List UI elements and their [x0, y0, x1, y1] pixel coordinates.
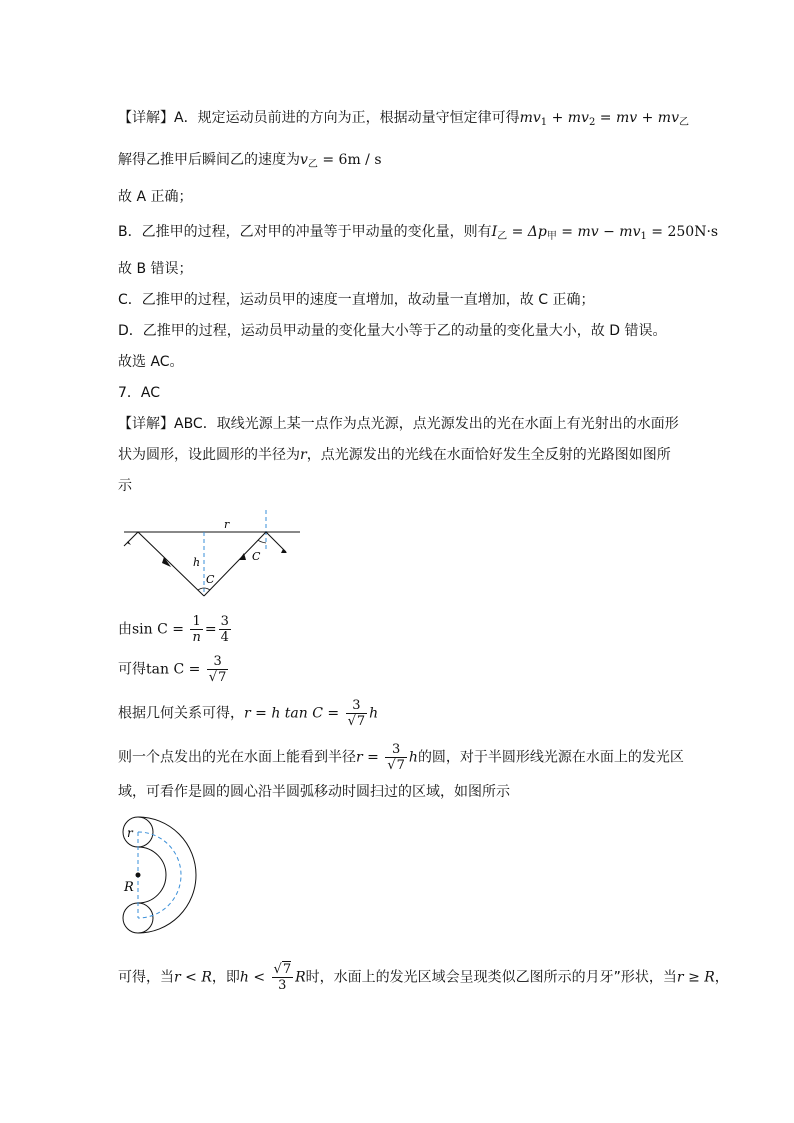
ray-left — [124, 532, 204, 596]
crescent-region-figure — [118, 815, 228, 945]
label-h: h — [193, 556, 201, 569]
solution-line-d: D．乙推甲的过程，运动员甲动量的变化量大小等于乙的动量的变化量大小，故 D 错误。 — [118, 323, 667, 339]
light-path-figure — [118, 508, 308, 606]
ray-right — [204, 532, 286, 596]
inner-arc — [138, 847, 166, 903]
tanC-equation: 可得tan C = $\frac{3}{√7}$ — [118, 654, 227, 685]
solution-7-line-2: 状为圆形，设此圆形的半径为r，点光源发出的光线在水面恰好发生全反射的光路图如图所 — [118, 447, 671, 463]
center-path-dashed — [138, 832, 181, 918]
solution-line-c: C．乙推甲的过程，运动员甲的速度一直增加，故动量一直增加，故 C 正确； — [118, 292, 595, 308]
radius-equation: 根据几何关系可得，r = h tan C = $\frac{3}{√7}$ h — [118, 698, 379, 729]
label-r: r — [224, 518, 230, 531]
sinC-equation: 由sin C = $\frac{1}{n}$ = $\frac{3}{4}$ — [118, 614, 229, 645]
outer-arc — [138, 817, 196, 933]
solution-7-line-radius: 则一个点发出的光在水面上能看到半径r = $\frac{3}{√7}$ h的圆，对于半圆形线光源在水面上的发光区 — [118, 742, 684, 773]
momentum-equation: $mv_1 + mv_2$ = mv + $mv_乙$ — [519, 110, 689, 128]
final-choice: 故选 AC。 — [118, 354, 184, 370]
solution-7-line-3: 示 — [118, 478, 132, 494]
solution-line-b: B．乙推甲的过程，乙对甲的冲量等于甲动量的变化量，则有$I_乙 = \Delta p_甲$ = mv − $mv_1 = 250N\cdot s$ — [118, 224, 719, 242]
solution-7-line-1: 【详解】ABC．取线光源上某一点作为点光源，点光源发出的光在水面上有光射出的水面形 — [118, 416, 679, 432]
label-R: R — [124, 880, 134, 895]
solution-7-line-region: 域，可看作是圆的圆心沿半圆弧移动时圆扫过的区域，如图所示 — [118, 784, 510, 800]
conclusion-b: 故 B 错误； — [118, 261, 193, 277]
solution-7-line-condition: 可得，当r < R，即h < $\frac{√7}{3}$ R时，水面上的发光区域会呈现类似乙图所示的月牙”形状，当r ≥ R， — [118, 962, 729, 993]
label-C-bottom: C — [206, 573, 215, 586]
conclusion-a: 故 A 正确； — [118, 189, 193, 205]
label-C-top: C — [252, 550, 261, 563]
solution-line-velocity: 解得乙推甲后瞬间乙的速度为$v_乙 = 6m / s$ — [118, 152, 382, 170]
question-7-answer: 7．AC — [118, 385, 161, 401]
center-dot — [136, 873, 141, 878]
solution-line-a: 【详解】A．规定运动员前进的方向为正，根据动量守恒定律可得$mv_1 + mv_2$ = mv + $mv_乙$ — [118, 110, 689, 128]
angle-arc-top — [258, 540, 266, 543]
impulse-equation: $I_乙 = \Delta p_甲$ = mv − $mv_1$ — [491, 224, 647, 242]
velocity-result: $v_乙$ — [300, 152, 318, 170]
label-r: r — [127, 826, 133, 840]
